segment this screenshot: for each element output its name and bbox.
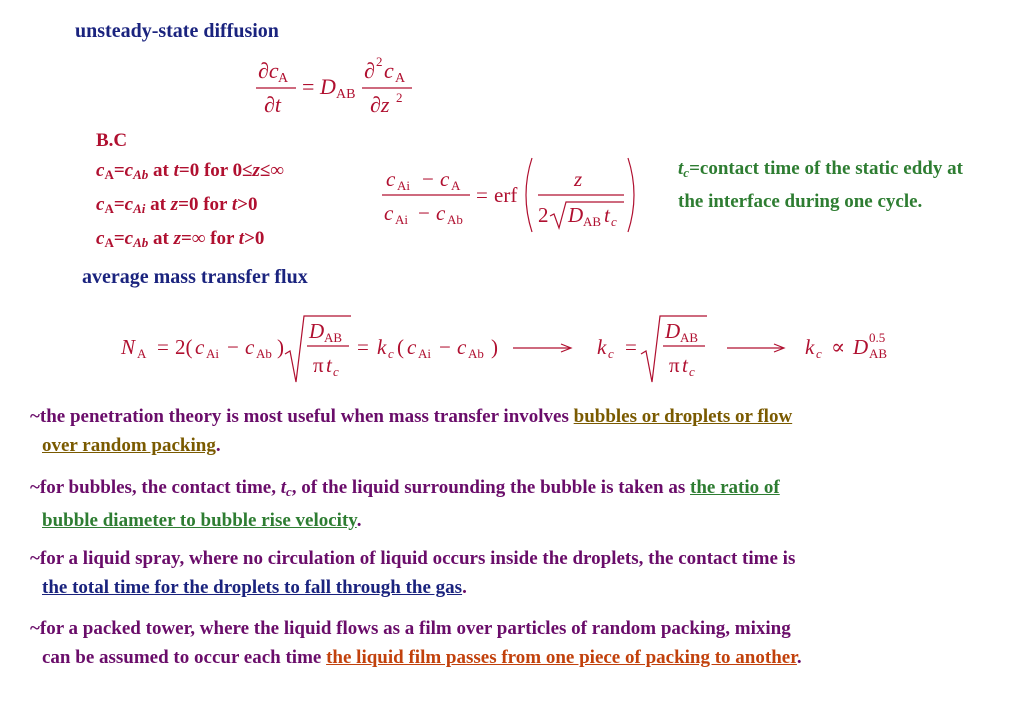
contact-time-note: $t_c=contact$ time of the static eddy at the interface during one cycle.	[678, 158, 963, 212]
eq-term: k	[597, 335, 607, 359]
eq-minus: −	[227, 335, 239, 359]
eq-term: c	[245, 335, 255, 359]
eq-term: ∂z	[370, 92, 390, 117]
eq-sub: c	[608, 346, 614, 361]
eq-minus: −	[422, 167, 434, 191]
eq-sub: c	[388, 346, 394, 361]
boundary-conditions	[96, 126, 284, 258]
eq-term: ∂t	[264, 92, 281, 117]
eq-sub: A	[278, 71, 289, 86]
eq-term: D	[320, 74, 336, 99]
eq-proportional: ∝	[831, 335, 846, 359]
paragraph-penetration: ~the penetration theory is most useful when mass transfer involves bubbles or droplets or flow over random packing.	[30, 406, 793, 456]
eq-term: (	[397, 335, 404, 359]
bc-line-2: $c_A=c_{Ai}$ at z=0 for t>0	[96, 194, 258, 216]
eq-term: D	[568, 203, 584, 227]
eq-term: )	[277, 335, 284, 359]
eq-term: c	[440, 167, 450, 191]
eq-term: k	[377, 335, 387, 359]
eq-term: t	[326, 353, 332, 377]
eq-minus: −	[439, 335, 451, 359]
eq-equals: =	[357, 335, 369, 359]
eq-sub: Ab	[447, 212, 463, 227]
eq-sup: 2	[376, 54, 383, 69]
eq-term: k	[805, 335, 815, 359]
eq-term: ∂	[364, 58, 375, 83]
eq-equals: =	[302, 74, 315, 99]
eq-term: c	[386, 167, 396, 191]
eq-sub: A	[395, 71, 406, 86]
eq-equals: =	[157, 335, 169, 359]
paragraph-packed-tower: ~for a packed tower, where the liquid flows as a film over particles of random packing, mixing can be assumed to occur each time the liquid film passes from one piece of packing to another.	[30, 618, 802, 668]
eq-equals: =	[476, 183, 488, 207]
eq-term: 2	[538, 203, 549, 227]
eq-function: erf	[494, 183, 518, 207]
eq-sub: c	[689, 364, 695, 379]
eq-sub: c	[816, 346, 822, 361]
eq-term: c	[407, 335, 417, 359]
bc-line-1: $c_A=c_{Ab}$ at t=0 for 0≤z≤∞	[96, 160, 284, 182]
diffusion-equation	[250, 52, 430, 122]
eq-term: t	[604, 203, 610, 227]
left-paren	[526, 158, 532, 232]
section-heading: unsteady-state diffusion	[75, 20, 279, 42]
eq-sub: AB	[324, 330, 343, 345]
bc-label: B.C	[96, 130, 128, 151]
eq-sub: Ab	[468, 346, 484, 361]
eq-term: π	[313, 353, 324, 377]
eq-sub: AB	[869, 346, 888, 361]
eq-sub: A	[137, 346, 147, 361]
eq-sub: Ai	[397, 178, 410, 193]
eq-sub: AB	[680, 330, 699, 345]
eq-term: D	[853, 335, 869, 359]
eq-sub: Ai	[206, 346, 219, 361]
eq-sup: 2	[396, 90, 403, 105]
average-flux-heading: average mass transfer flux	[82, 266, 308, 288]
eq-sup: 0.5	[869, 330, 886, 345]
eq-sub: Ab	[256, 346, 272, 361]
bc-line-3: $c_A=c_{Ab}$ at z=∞ for t>0	[96, 228, 265, 250]
eq-term: π	[669, 353, 680, 377]
eq-sub: Ai	[395, 212, 408, 227]
eq-equals: =	[625, 335, 637, 359]
eq-term: )	[491, 335, 498, 359]
eq-term: t	[682, 353, 688, 377]
eq-sub: AB	[583, 214, 602, 229]
eq-term: N	[121, 335, 136, 359]
eq-term: c	[384, 201, 394, 225]
eq-term: z	[574, 167, 583, 191]
eq-term: D	[309, 319, 325, 343]
eq-sub: A	[451, 178, 461, 193]
eq-term: c	[195, 335, 205, 359]
eq-term: c	[457, 335, 467, 359]
eq-term: c	[436, 201, 446, 225]
flux-equation	[115, 310, 915, 390]
eq-sub: AB	[336, 87, 356, 102]
eq-sub: c	[611, 214, 617, 229]
eq-sub: Ai	[418, 346, 431, 361]
eq-term: D	[665, 319, 681, 343]
eq-term: c	[384, 58, 394, 83]
right-paren	[628, 158, 634, 232]
eq-term: 2(	[175, 335, 193, 359]
paragraph-bubbles: ~for bubbles, the contact time, $t_c$, of the liquid surrounding the bubble is taken as the ratio of bubble diameter to bubble rise velocity.	[30, 477, 780, 531]
paragraph-spray: ~for a liquid spray, where no circulation of liquid occurs inside the droplets, the contact time is the total time for the droplets to fall through the gas.	[30, 548, 796, 598]
erf-equation	[378, 150, 648, 235]
eq-minus: −	[418, 201, 430, 225]
eq-term: ∂c	[258, 58, 279, 83]
eq-sub: c	[333, 364, 339, 379]
